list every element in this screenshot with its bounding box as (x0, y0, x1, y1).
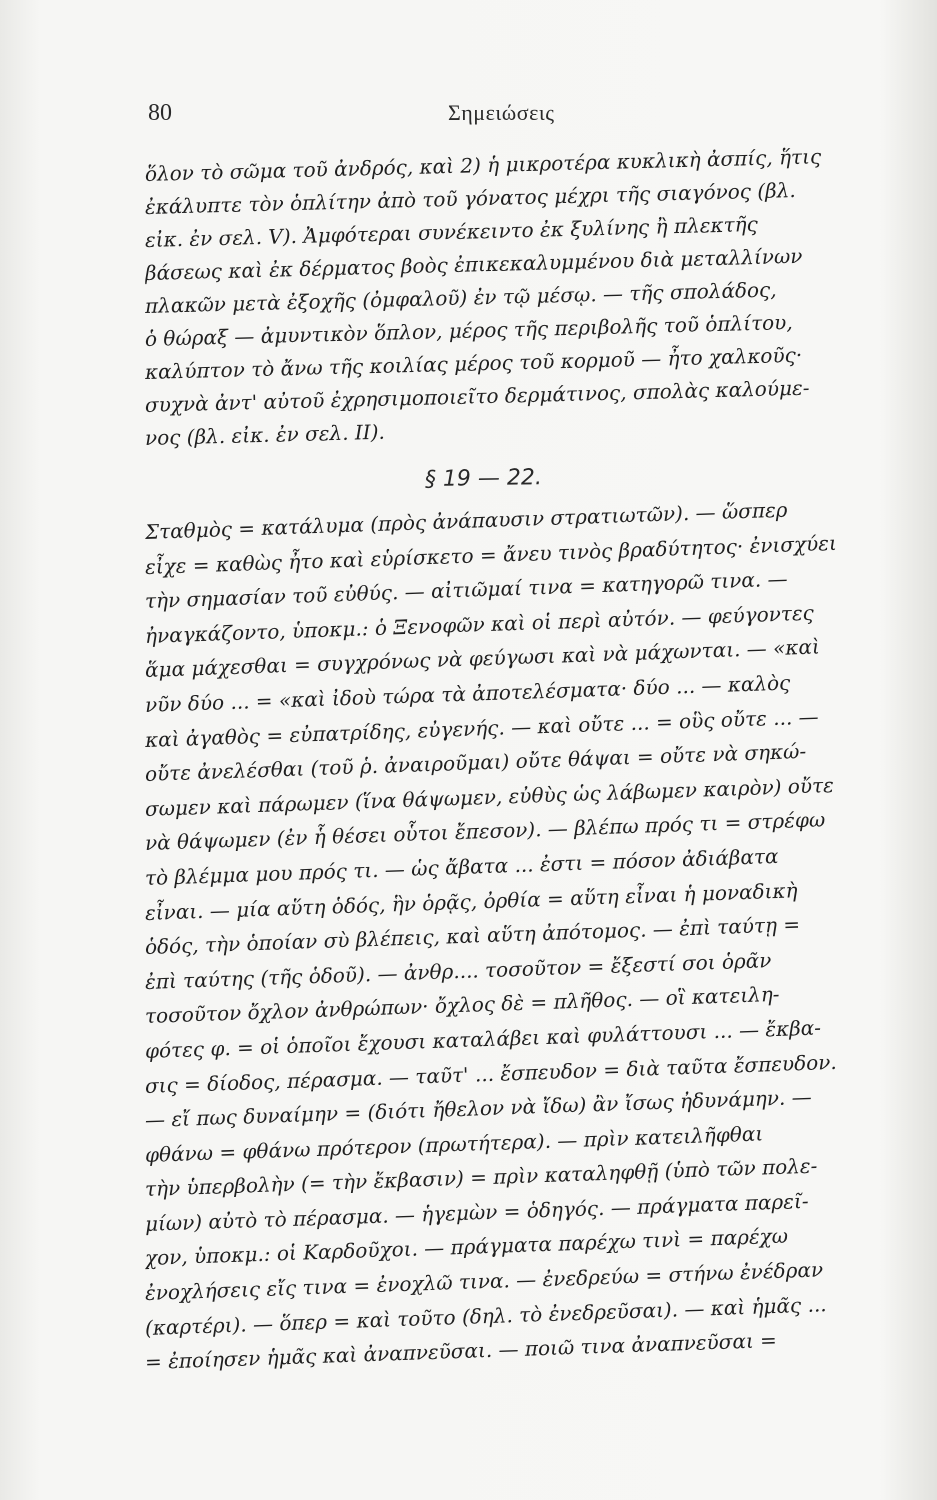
text-line: ἐπὶ ταύτης (τῆς ὁδοῦ). — ἀνθρ.... τοσοῦτον = ἔξεστί σοι ὁρᾶν (144, 947, 772, 994)
text-line: μίων) αὐτὸ τὸ πέρασμα. — ἡγεμὼν = ὁδηγός. — πράγματα παρεῖ- (144, 1188, 809, 1236)
text-line: ὁ θώραξ — ἀμυντικὸν ὅπλον, μέρος τῆς περιβολῆς τοῦ ὁπλίτου, (144, 310, 793, 351)
text-line: εἶχε = καθὼς ἦτο καὶ εὑρίσκετο = ἄνευ τινὸς βραδύτητος· ἐνισχύει (144, 530, 838, 579)
text-line: σις = δίοδος, πέρασμα. — ταῦτ' ... ἔσπευδον = διὰ ταῦτα ἔσπευδον. (144, 1049, 838, 1098)
text-line: τὴν ὑπερβολὴν (= τὴν ἔκβασιν) = πρὶν καταληφθῇ (ὑπὸ τῶν πολε- (144, 1153, 818, 1202)
text-line: = ἐποίησεν ἡμᾶς καὶ ἀναπνεῦσαι. — ποιῶ τινα ἀναπνεῦσαι = (144, 1328, 778, 1375)
text-line: καὶ ἀγαθὸς = εὐπατρίδης, εὐγενής. — καὶ οὔτε ... = οὓς οὔτε ... — (144, 704, 819, 752)
text-line: ἐνοχλήσεις εἴς τινα = ἐνοχλῶ τινα. — ἐνεδρεύω = στήνω ἐνέδραν (144, 1257, 824, 1306)
text-line: Σταθμὸς = κατάλυμα (πρὸς ἀνάπαυσιν στρατιωτῶν). — ὥσπερ (144, 497, 788, 544)
text-line: νῦν δύο ... = «καὶ ἰδοὺ τώρα τὰ ἀποτελέσματα· δύο ... — καλὸς (144, 670, 791, 717)
notes-body (144, 144, 915, 1380)
text-line: χον, ὑποκμ.: οἱ Καρδοῦχοι. — πράγματα παρέχω τινὶ = παρέχω (144, 1224, 789, 1271)
text-line: σωμεν καὶ πάρωμεν (ἵνα θάψωμεν, εὐθὺς ὡς λάβωμεν καιρὸν) οὔτε (144, 772, 835, 821)
text-line: (καρτέρι). — ὅπερ = καὶ τοῦτο (δηλ. τὸ ἐνεδρεῦσαι). — καὶ ἡμᾶς ... (144, 1291, 827, 1340)
text-line: ἅμα μάχεσθαι = συγχρόνως νὰ φεύγωσι καὶ νὰ μάχωνται. — «καὶ (144, 634, 821, 683)
text-line: ὁδός, τὴν ὁποίαν σὺ βλέπεις, καὶ αὕτη ἀπότομος. — ἐπὶ ταύτῃ = (144, 912, 801, 960)
text-line: νος (βλ. εἰκ. ἐν σελ. II). (144, 419, 386, 450)
paragraph-1 (144, 144, 915, 455)
text-line: πλακῶν μετὰ ἐξοχῆς (ὀμφαλοῦ) ἐν τῷ μέσῳ. — τῆς σπολάδος, (144, 277, 777, 318)
section-heading: § 19 — 22. (424, 465, 543, 493)
text-line: τὴν σημασίαν τοῦ εὐθύς. — αἰτιῶμαί τινα = κατηγορῶ τινα. — (144, 566, 788, 614)
page-header (148, 100, 868, 140)
text-line: καλύπτον τὸ ἄνω τῆς κοιλίας μέρος τοῦ κορμοῦ — ἦτο χαλκοῦς· (144, 342, 803, 384)
text-line: ὅλον τὸ σῶμα τοῦ ἀνδρός, καὶ 2) ἡ μικροτέρα κυκλικὴ ἀσπίς, ἥτις (144, 144, 822, 186)
text-line: οὔτε ἀνελέσθαι (τοῦ ῥ. ἀναιροῦμαι) οὔτε θάψαι = οὔτε νὰ σηκώ- (144, 739, 807, 787)
running-head: Σημειώσεις (448, 100, 555, 125)
text-line: συχνὰ ἀντ' αὐτοῦ ἐχρησιμοποιεῖτο δερμάτινος, σπολὰς καλούμε- (144, 375, 810, 417)
text-line: ἐκάλυπτε τὸν ὁπλίτην ἀπὸ τοῦ γόνατος μέχρι τῆς σιαγόνος (βλ. (144, 177, 797, 219)
text-line: τὸ βλέμμα μου πρός τι. — ὡς ἄβατα ... ἐστι = πόσον ἀδιάβατα (144, 843, 779, 890)
text-line: φότες φ. = οἱ ὁποῖοι ἔχουσι καταλάβει καὶ φυλάττουσι ... — ἔκβα- (144, 1015, 822, 1063)
page-number: 80 (148, 100, 172, 126)
text-line: εἶναι. — μία αὕτη ὁδός, ἣν ὁρᾷς, ὀρθία = αὕτη εἶναι ἡ μοναδικὴ (144, 877, 798, 925)
text-line: εἰκ. ἐν σελ. V). Ἀμφότεραι συνέκειντο ἐκ ξυλίνης ἢ πλεκτῆς (144, 211, 759, 252)
text-line: τοσοῦτον ὄχλον ἀνθρώπων· ὄχλος δὲ = πλῆθος. — οἳ κατειλη- (144, 982, 780, 1029)
text-line: ἠναγκάζοντο, ὑποκμ.: ὁ Ξενοφῶν καὶ οἱ περὶ αὐτόν. — φεύγοντες (144, 600, 815, 648)
paragraph-2 (144, 497, 915, 1380)
text-line: νὰ θάψωμεν (ἐν ἧ θέσει οὗτοι ἔπεσον). — βλέπω πρός τι = στρέφω (144, 807, 826, 856)
text-line: — εἴ πως δυναίμην = (διότι ἤθελον νὰ ἴδω) ἂν ἴσως ἠδυνάμην. — (144, 1084, 813, 1133)
text-line: βάσεως καὶ ἐκ δέρματος βοὸς ἐπικεκαλυμμένου διὰ μεταλλίνων (144, 243, 803, 285)
text-line: φθάνω = φθάνω πρότερον (πρωτήτερα). — πρὶν κατειλῆφθαι (144, 1121, 764, 1167)
